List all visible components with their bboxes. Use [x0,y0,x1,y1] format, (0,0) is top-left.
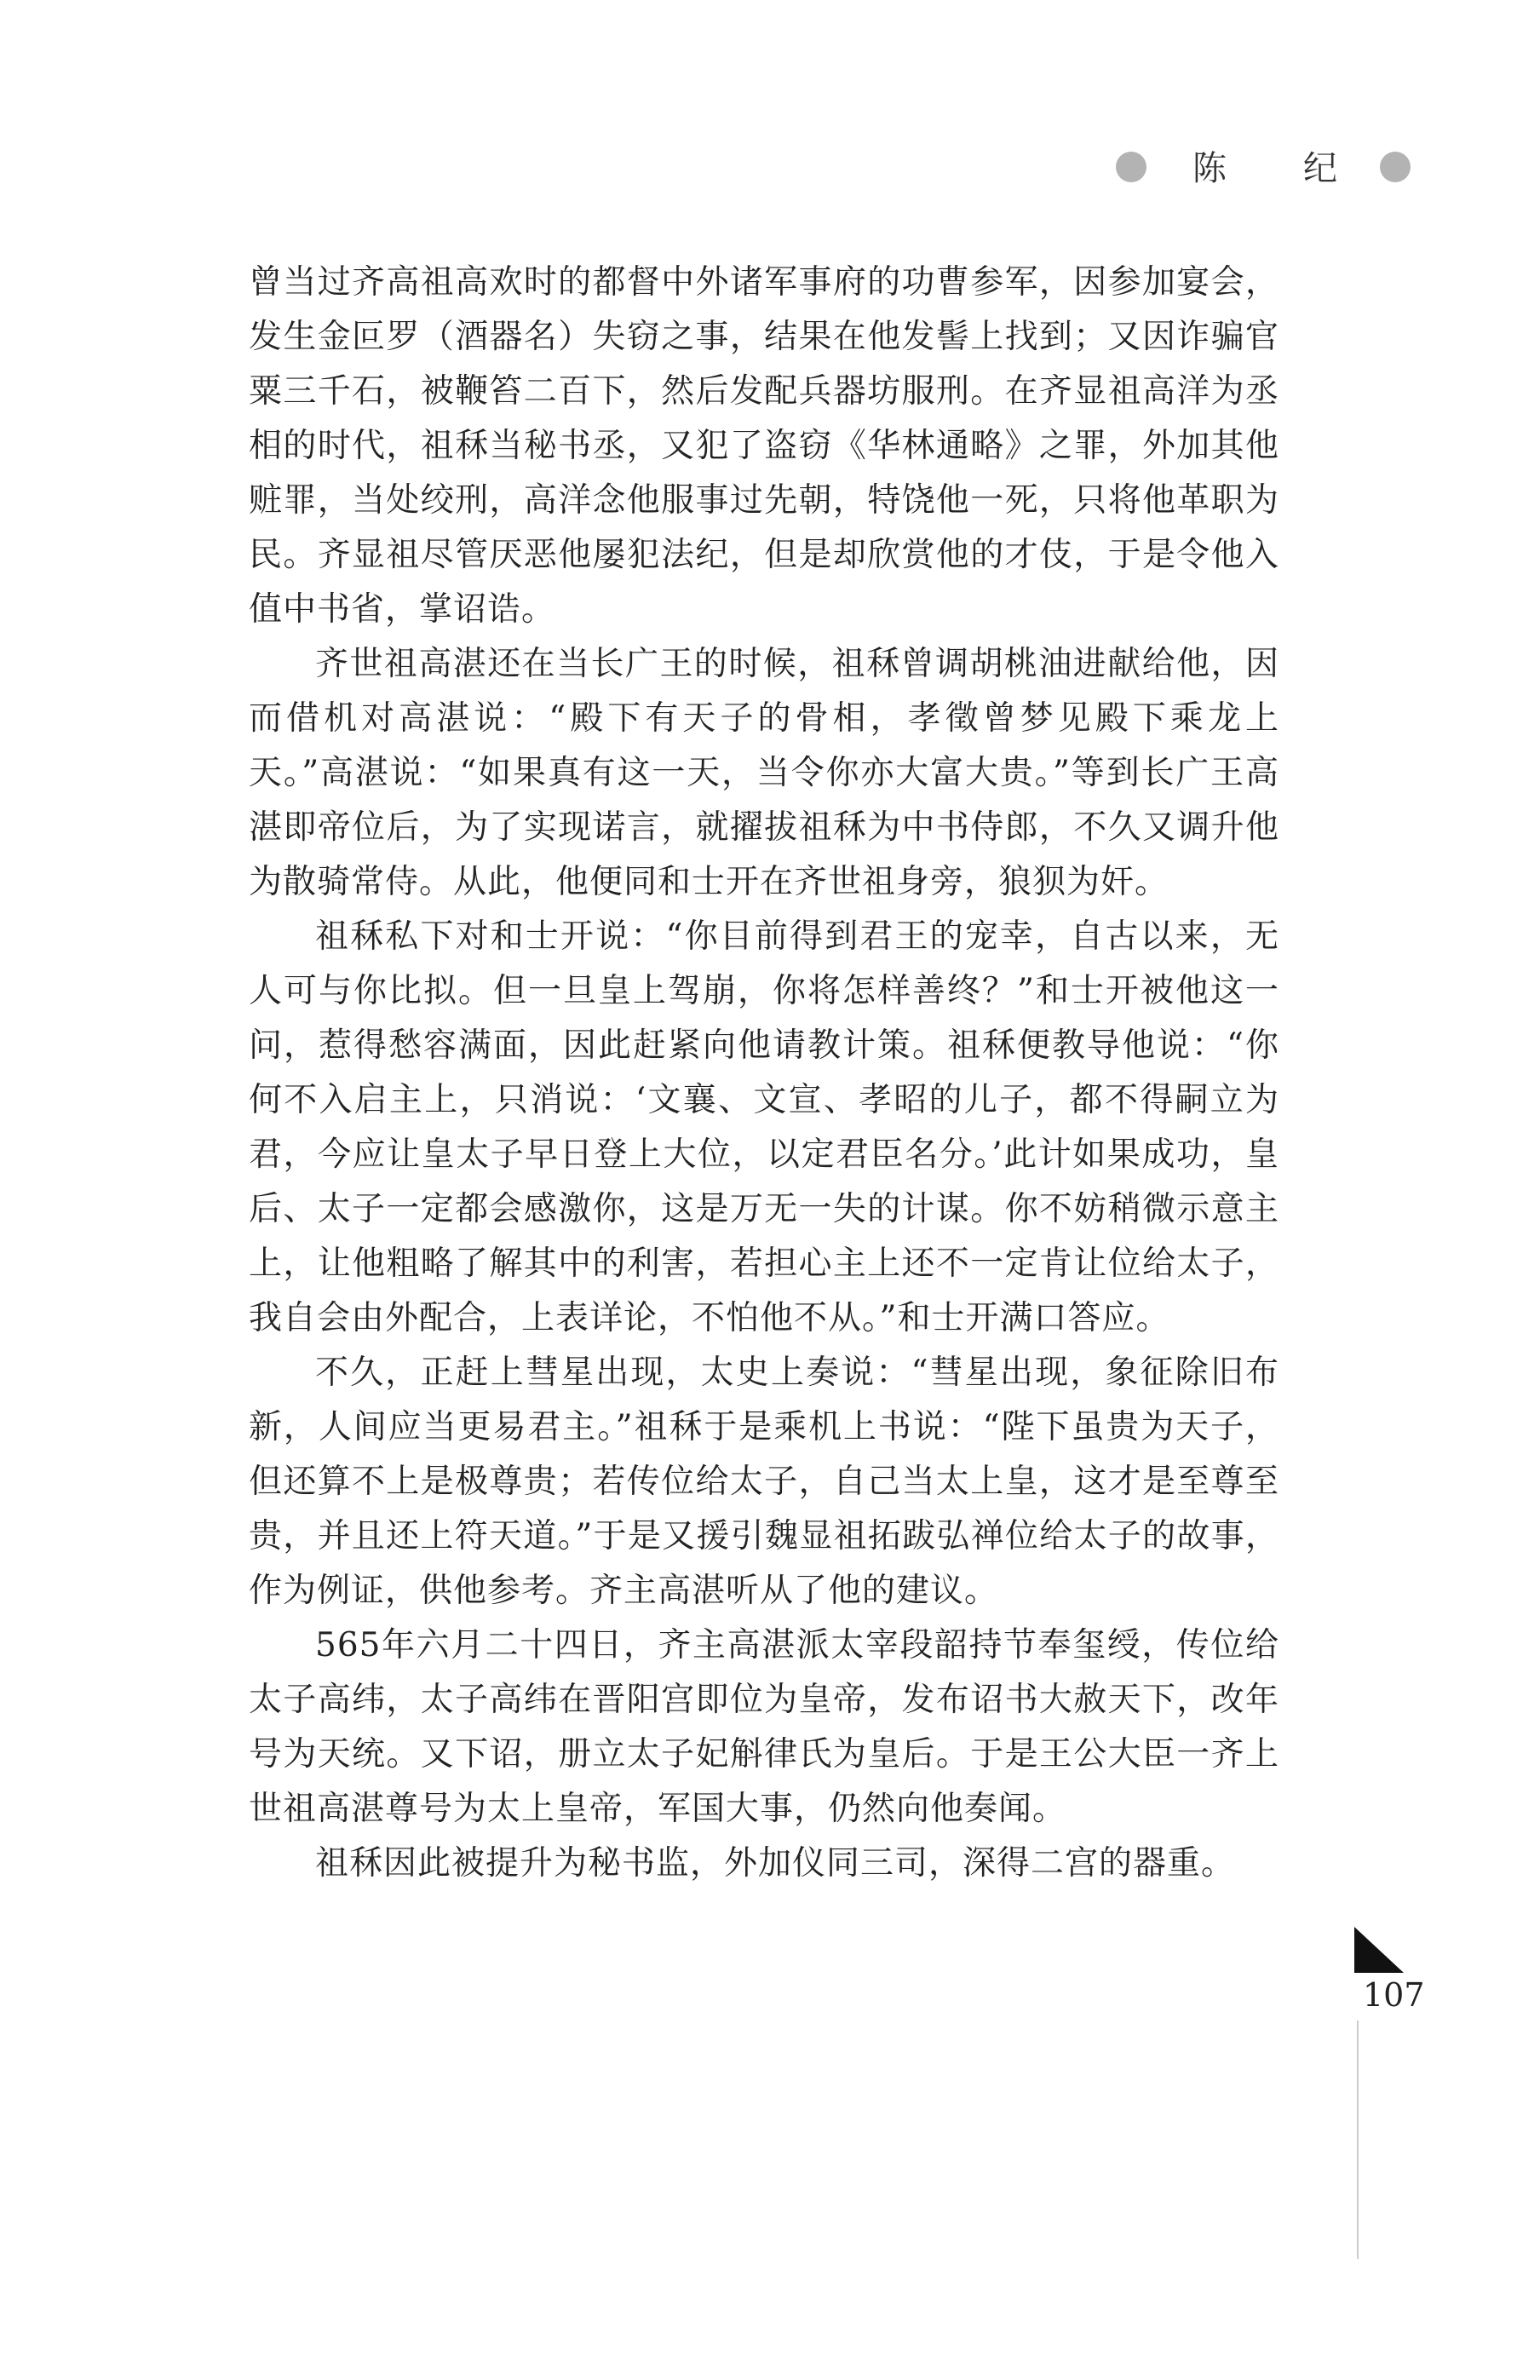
paragraph-1: 曾当过齐高祖高欢时的都督中外诸军事府的功曹参军，因参加宴会，发生金叵罗（酒器名）失窃之事，结果在他发髻上找到；又因诈骗官粟三千石，被鞭笞二百下，然后发配兵器坊服刑。在齐显祖高洋为丞相的时代，祖秝当秘书丞，又犯了盗窃《华林通略》之罪，外加其他赃罪，当处绞刑，高洋念他服事过先朝，特饶他一死，只将他革职为民。齐显祖尽管厌恶他屡犯法纪，但是却欣赏他的才伎，于是令他入值中书省，掌诏诰。 [249,263,1279,629]
paragraph-3: 祖秝私下对和士开说：“你目前得到君王的宠幸，自古以来，无人可与你比拟。但一旦皇上驾崩，你将怎样善终？”和士开被他这一问，惹得愁容满面，因此赶紧向他请教计策。祖秝便教导他说：“你何不入启主上，只消说：‘文襄、文宣、孝昭的儿子，都不得嗣立为君，今应让皇太子早日登上大位，以定君臣名分。’此计如果成功，皇后、太子一定都会感激你，这是万无一失的计谋。你不妨稍微示意主上，让他粗略了解其中的利害，若担心主上还不一定肯让位给太子，我自会由外配合，上表详论，不怕他不从。”和士开满口答应。 [249,917,1279,1337]
paragraph-4: 不久，正赶上彗星出现，太史上奏说：“彗星出现，象征除旧布新，人间应当更易君主。”祖秝于是乘机上书说：“陛下虽贵为天子，但还算不上是极尊贵；若传位给太子，自己当太上皇，这才是至尊至贵，并且还上符天道。”于是又援引魏显祖拓跋弘禅位给太子的故事，作为例证，供他参考。齐主高湛听从了他的建议。 [249,1354,1279,1610]
paragraph-2: 齐世祖高湛还在当长广王的时候，祖秝曾调胡桃油进献给他，因而借机对高湛说：“殿下有天子的骨相，孝徵曾梦见殿下乘龙上天。”高湛说：“如果真有这一天，当令你亦大富大贵。”等到长广王高湛即帝位后，为了实现诺言，就擢拔祖秝为中书侍郎，不久又调升他为散骑常侍。从此，他便同和士开在齐世祖身旁，狼狈为奸。 [249,645,1279,901]
body-text [249,256,1279,1891]
page-corner-triangle-icon [1354,1927,1404,1973]
margin-rule [1357,2021,1359,2259]
header-dot-right-icon [1380,152,1411,182]
running-head-char-2: 纪 [1303,149,1337,188]
running-head-char-1: 陈 [1192,149,1227,188]
paragraph-5: 565年六月二十四日，齐主高湛派太宰段韶持节奉玺绶，传位给太子高纬，太子高纬在晋阳宫即位为皇帝，发布诏书大赦天下，改年号为天统。又下诏，册立太子妃斛律氏为皇后。于是王公大臣一齐上世祖高湛尊号为太上皇帝，军国大事，仍然向他奏闻。 [249,1626,1279,1828]
header-dot-left-icon [1116,152,1146,182]
running-head [1107,143,1431,203]
page-number: 107 [1363,1976,1425,2014]
paragraph-6: 祖秝因此被提升为秘书监，外加仪同三司，深得二宫的器重。 [315,1844,1236,1883]
